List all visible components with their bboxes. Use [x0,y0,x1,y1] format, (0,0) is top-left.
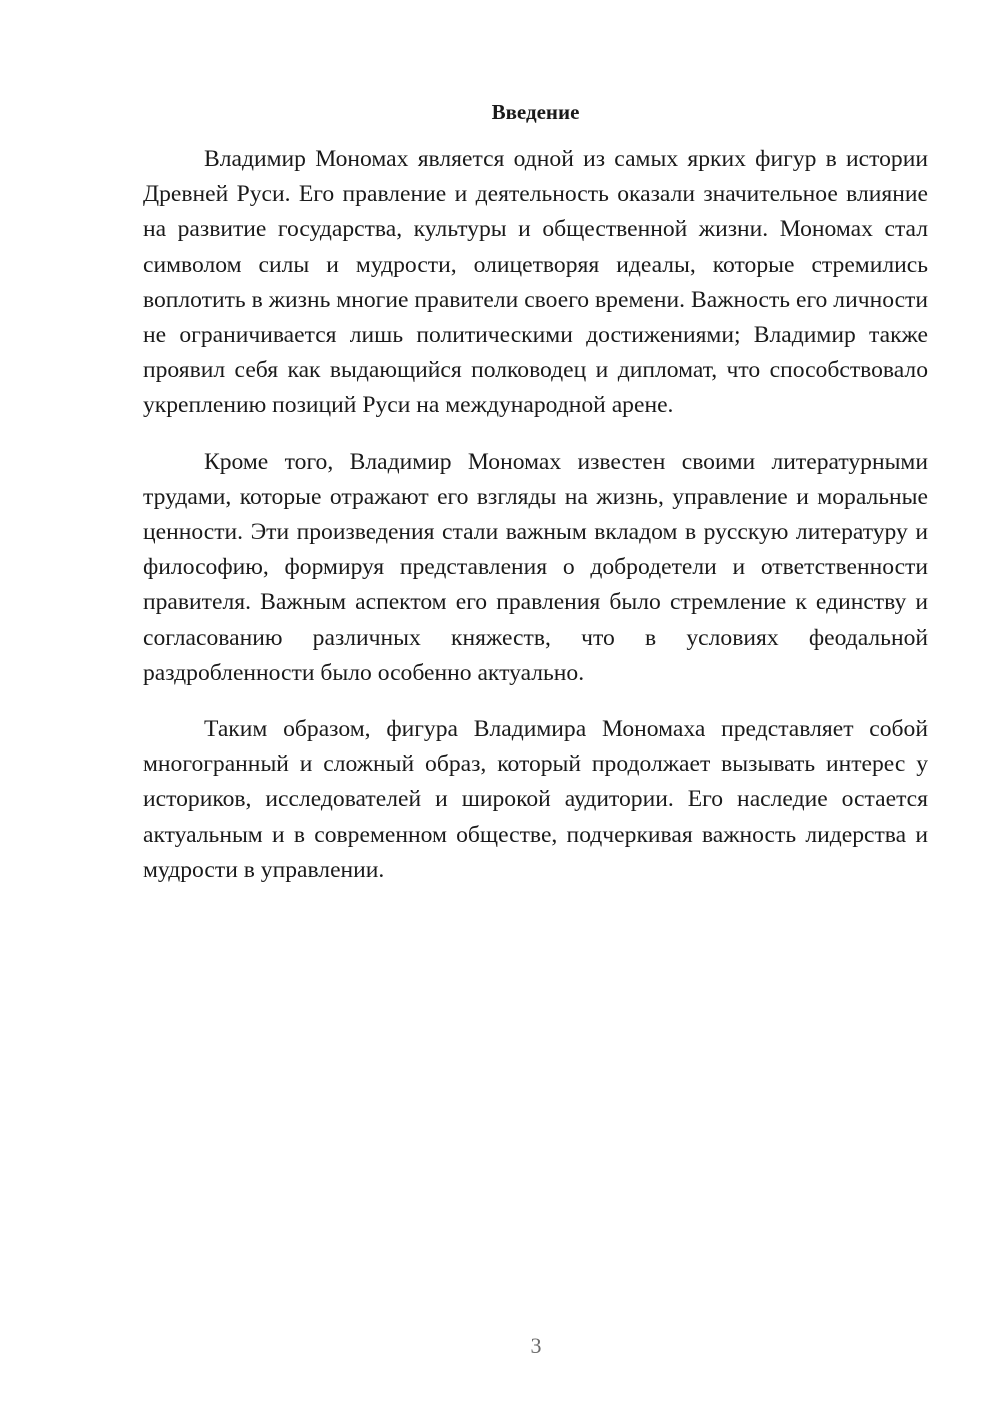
section-heading: Введение [491,100,580,124]
page-number: 3 [530,1333,542,1358]
body-text [143,142,928,888]
paragraph-3: Таким образом, фигура Владимира Мономаха представляет собой многогранный и сложный образ, который продолжает вызывать интерес у историков, исследователей и широкой аудитории. Его наследие остается актуальным и в современном обществе, подчеркивая важность лидерства и мудрости в управлении. [143,716,928,883]
paragraph-2: Кроме того, Владимир Мономах известен своими литературными трудами, которые отражают его взгляды на жизнь, управление и моральные ценности. Эти произведения стали важным вкладом в русскую литературу и философию, формируя представления о добродетели и ответственности правителя. Важным аспектом его правления было стремление к единству и согласованию различных княжеств, что в условиях феодальной раздробленности было особенно актуально. [143,448,928,686]
paragraph-1: Владимир Мономах является одной из самых ярких фигур в истории Древней Руси. Его правление и деятельность оказали значительное влияние на развитие государства, культуры и общественной жизни. Мономах стал символом силы и мудрости, олицетворяя идеалы, которые стремились воплотить в жизнь многие правители своего времени. Важность его личности не ограничивается лишь политическими достижениями; Владимир также проявил себя как выдающийся полководец и дипломат, что способствовало укреплению позиций Руси на международной арене. [143,146,928,419]
